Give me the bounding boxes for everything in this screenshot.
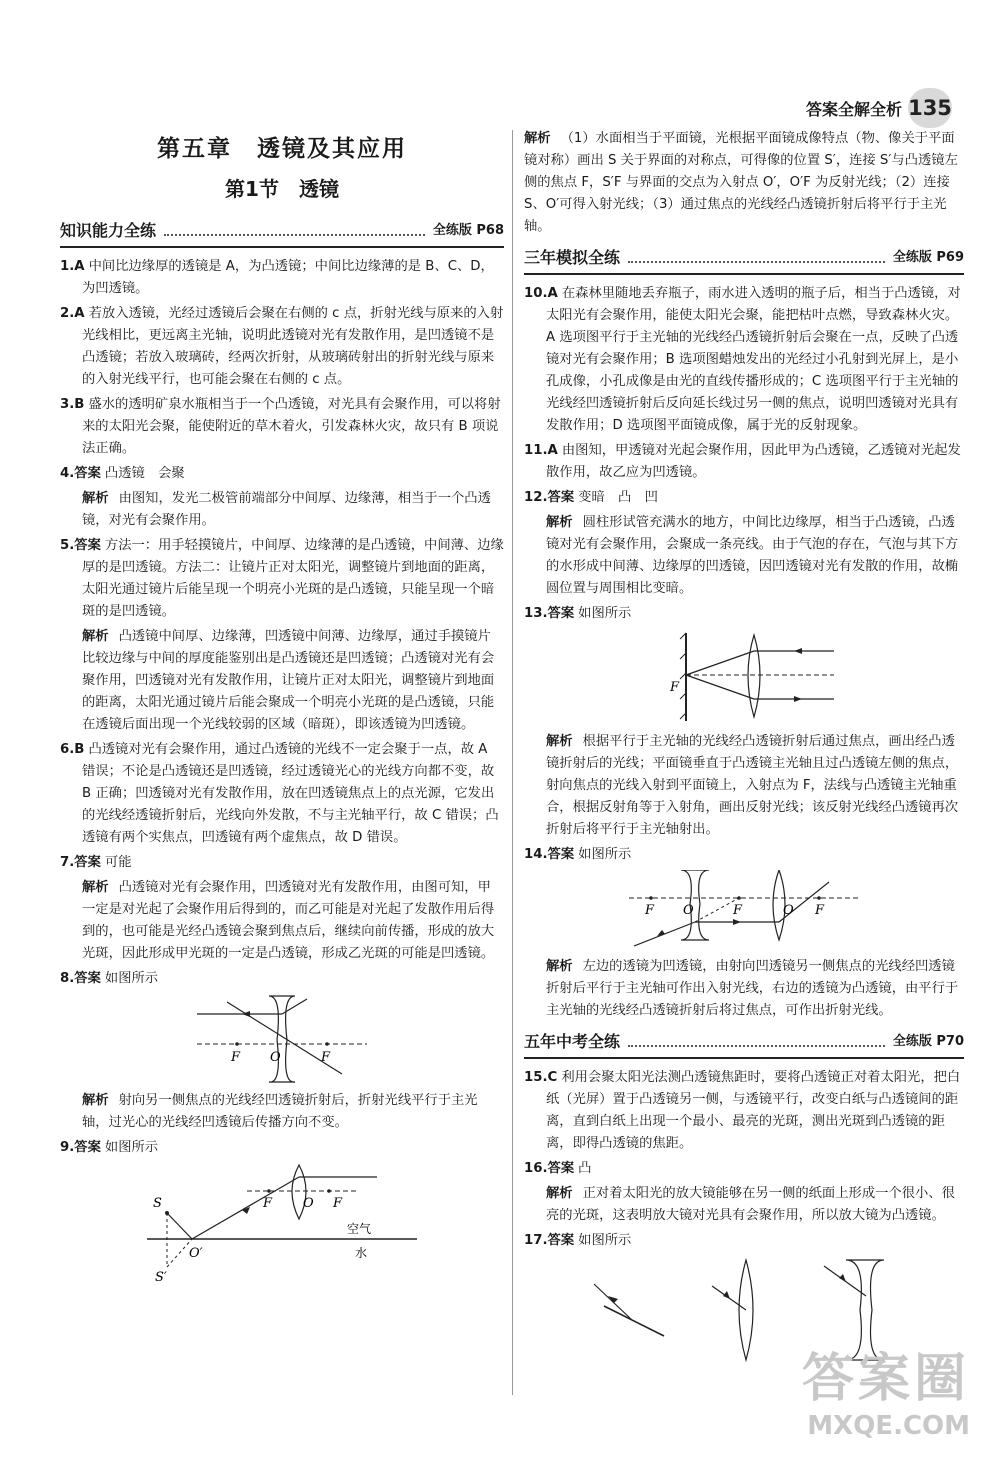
focus-point <box>325 1042 329 1046</box>
explanation-text: 正对着太阳光的放大镜能够在另一侧的纸面上形成一个很小、很亮的光斑，这表明放大镜对光具有会聚作用，所以放大镜为凸透镜。 <box>546 1186 955 1223</box>
answer-item <box>60 739 504 849</box>
item-text: 在森林里随地丢弃瓶子，雨水进入透明的瓶子后，相当于凸透镜，对太阳光有会聚作用，能使太阳光会聚，能把枯叶点燃，导致森林火灾。A 选项图平行于主光轴的光线经凸透镜折射后会聚在一点，反映了凸透镜对光有会聚作用；B 选项图蜡烛发出的光经过小孔射到光屏上，是小孔成像，小孔成像是由光的直线传播形成的；C 选项图平行于主光轴的光线经凹透镜折射后反向延长线过另一侧的焦点，说明凹透镜对光具有发散作用；D 选项图平面镜成像，属于光的反射现象。 <box>546 286 961 433</box>
band-title: 三年模拟全练 <box>524 248 621 267</box>
explanation-key: 解析 <box>82 629 109 644</box>
item-number: 16.答案 <box>524 1161 575 1176</box>
explanation-key: 解析 <box>546 1186 573 1201</box>
explanation <box>60 626 504 736</box>
mirror-surface <box>604 1306 664 1336</box>
answer-item <box>524 844 964 866</box>
ray-arrow <box>839 1274 846 1282</box>
header-label: 答案全解全析 <box>805 99 902 119</box>
section-band-knowledge <box>60 214 504 248</box>
item-answer: 如图所示 <box>104 971 159 986</box>
item-number: 1.A <box>60 259 85 274</box>
label-o: O <box>303 1196 314 1211</box>
band-ref: 全练版 P70 <box>892 1034 964 1049</box>
item-number: 15.C <box>524 1070 558 1085</box>
figure-13-mirror-lens <box>654 629 834 725</box>
band-ref: 全练版 P68 <box>432 223 504 238</box>
explanation-text: 由图知，发光二极管前端部分中间厚、边缘薄，相当于一个凸透镜，对光有会聚作用。 <box>82 491 491 528</box>
answer-item <box>524 603 964 625</box>
answer-item <box>60 852 504 874</box>
item-answer: 凸 <box>578 1161 592 1176</box>
label-air: 空气 <box>347 1222 372 1236</box>
band-title: 五年中考全练 <box>524 1032 621 1051</box>
item-number: 12.答案 <box>524 490 575 505</box>
focus-point <box>235 1042 239 1046</box>
label-f: F <box>670 680 680 695</box>
item-number: 2.A <box>60 306 85 321</box>
item-answer: 变暗 凸 凹 <box>578 490 658 505</box>
item-number: 8.答案 <box>60 971 101 986</box>
reflected-ray <box>686 675 754 699</box>
explanation <box>524 1183 964 1227</box>
item-text: 盛水的透明矿泉水瓶相当于一个凸透镜，对光具有会聚作用，可以将射来的太阳光会聚，能使附近的草木着火，引发森林火灾，故只有 B 项说法正确。 <box>82 397 501 456</box>
explanation-text: 左边的透镜为凹透镜，由射向凹透镜另一侧焦点的光线经凹透镜折射后平行于主光轴可作出入射光线，右边的透镜为凸透镜，由平行于主光轴的光线经凸透镜折射后将过焦点，可作出折射光线。 <box>546 959 959 1018</box>
section-title: 第1节 透镜 <box>225 177 339 201</box>
item-text: 由图知，甲透镜对光起会聚作用，因此甲为凸透镜，乙透镜对光起发散作用，故乙应为凹透镜。 <box>546 443 961 480</box>
label-f-right: F <box>333 1196 343 1211</box>
answer-item <box>60 463 504 485</box>
label-o: O <box>783 903 794 918</box>
explanation-text: 射向另一侧焦点的光线经凹透镜折射后，折射光线平行于主光轴，过光心的光线经凹透镜后传播方向不变。 <box>82 1093 478 1130</box>
label-f-right: F <box>321 1050 331 1065</box>
answer-item <box>60 535 504 623</box>
item-number: 11.A <box>524 443 558 458</box>
page-number: 135 <box>908 88 952 128</box>
focus-point <box>649 896 653 900</box>
item-number: 7.答案 <box>60 855 101 870</box>
figure-9-reflection-lens <box>147 1163 417 1283</box>
column-divider <box>512 130 513 1395</box>
band-dots <box>628 1037 885 1047</box>
explanation-key: 解析 <box>524 131 551 146</box>
figure-14-two-lenses <box>629 870 859 950</box>
item-answer: 如图所示 <box>578 1233 632 1248</box>
band-ref: 全练版 P69 <box>892 250 964 265</box>
chapter-title: 第五章 透镜及其应用 <box>157 136 407 162</box>
answer-item <box>60 1137 504 1159</box>
page-header <box>806 88 952 128</box>
label-water: 水 <box>355 1246 368 1260</box>
ray-arrow <box>723 1291 730 1299</box>
focus-point <box>817 896 821 900</box>
incident-ray <box>282 999 307 1014</box>
focus-point <box>737 896 741 900</box>
figure-8-concave-lens <box>197 994 367 1084</box>
reflected-ray <box>192 1177 299 1239</box>
explanation-key: 解析 <box>546 515 573 530</box>
label-f: F <box>815 903 825 918</box>
band-dots <box>164 226 425 236</box>
item-number: 13.答案 <box>524 606 575 621</box>
explanation-text: 凸透镜中间厚、边缘薄，凹透镜中间薄、边缘厚，通过手摸镜片比较边缘与中间的厚度能鉴别出是凸透镜还是凹透镜；凸透镜对光有会聚作用，凹透镜对光有发散作用，让镜片正对太阳光，调整镜片到地面的距离，太阳光通过镜片后能会聚成一个明亮小光斑的是凸透镜，只能在透镜后面出现一个光线较弱的区域（暗斑），即该透镜为凹透镜。 <box>82 629 495 732</box>
explanation-key: 解析 <box>546 959 573 974</box>
explanation <box>60 488 504 532</box>
source-point <box>165 1211 169 1215</box>
item-text: 利用会聚太阳光法测凸透镜焦距时，要将凸透镜正对着太阳光，把白纸（光屏）置于凸透镜另一侧，与透镜平行，改变白纸与凸透镜间的距离，直到白纸上出现一个最小、最亮的光斑，测出光斑到凸透镜的距离，即得凸透镜的焦距。 <box>546 1070 961 1151</box>
explanation-text: 根据平行于主光轴的光线经凸透镜折射后通过焦点，画出经凸透镜折射后的光线；平面镜垂直于凸透镜主光轴且过凸透镜左侧的焦点，射向焦点的光线入射到平面镜上，入射点为 F，法线与凸透镜主光轴重合，根据反射角等于入射角，画出反射光线；该反射光线经凸透镜再次折射后将平行于主光轴射出。 <box>546 734 959 837</box>
item-number: 5.答案 <box>60 538 101 553</box>
explanation <box>524 731 964 841</box>
label-s: S <box>153 1196 162 1211</box>
explanation-key: 解析 <box>82 491 109 506</box>
item-answer: 方法一：用手轻摸镜片，中间厚、边缘薄的是凸透镜，中间薄、边缘厚的是凹透镜。方法二：让镜片正对太阳光，调整镜片到地面的距离，太阳光通过镜片后能呈现一个明亮小光斑的是凸透镜，只能呈现一个暗斑的是凹透镜。 <box>82 538 504 619</box>
item-text: 若放入透镜，光经过透镜后会聚在右侧的 c 点，折射光线与原来的入射光线相比，更远离主光轴，说明此透镜对光有发散作用，是凹透镜不是凸透镜；若放入玻璃砖，经两次折射，从玻璃砖射出的折射光线与原来的入射光线平行，也可能会聚在右侧的 c 点。 <box>82 306 504 387</box>
item-number: 9.答案 <box>60 1140 101 1155</box>
focus-point <box>327 1189 331 1193</box>
answer-item <box>60 968 504 990</box>
item-number: 17.答案 <box>524 1233 575 1248</box>
item-number: 3.B <box>60 397 85 412</box>
convex-lens-shape <box>748 635 760 717</box>
label-s-prime: S′ <box>155 1270 167 1283</box>
explanation-text: （1）水面相当于平面镜，光根据平面镜成像特点（物、像关于平面镜对称）画出 S 关于界面的对称点，可得像的位置 S′，连接 S′与凸透镜左侧的焦点 F，S′F 与界面的交点为入射点 O′，O′F 为反射光线；（2）连接 S、O′可得入射光线；（3）通过焦点的光线经凸透镜折射后将平行于主光轴。 <box>524 131 958 234</box>
item-number: 14.答案 <box>524 847 575 862</box>
item-number: 4.答案 <box>60 466 101 481</box>
item-number: 10.A <box>524 286 558 301</box>
explanation <box>524 956 964 1022</box>
answer-item <box>60 394 504 460</box>
ray-arrow <box>794 648 802 654</box>
watermark-url: MXQE.COM <box>807 1411 970 1441</box>
explanation-key: 解析 <box>82 880 109 895</box>
item-text: 中间比边缘厚的透镜是 A，为凸透镜；中间比边缘薄的是 B、C、D，为凹透镜。 <box>82 259 494 296</box>
item-answer: 如图所示 <box>104 1140 159 1155</box>
section-band-five-year <box>524 1025 964 1059</box>
answer-item <box>60 256 504 300</box>
label-o: O <box>683 903 694 918</box>
answer-item <box>60 303 504 391</box>
explanation-text: 凸透镜对光有会聚作用，凹透镜对光有发散作用，由图可知，甲一定是对光起了会聚作用后得到的，而乙可能是对光起了发散作用后得到的，也可能是光经凸透镜会聚到焦点后，继续向前传播，形成的放大光斑，因此形成甲光斑的一定是凸透镜，形成乙光斑的可能是凹透镜。 <box>82 880 495 961</box>
right-column <box>524 128 964 1372</box>
explanation <box>60 877 504 965</box>
item-answer: 可能 <box>104 855 132 870</box>
item-number: 6.B <box>60 742 85 757</box>
band-dots <box>628 253 885 263</box>
refracted-ray <box>686 651 754 675</box>
incident-ray <box>167 1213 192 1239</box>
left-column <box>60 130 504 1289</box>
label-f: F <box>733 903 743 918</box>
ray-arrow <box>794 696 802 702</box>
band-title: 知识能力全练 <box>60 221 157 240</box>
ray-arrow <box>733 919 741 925</box>
item-answer: 如图所示 <box>578 606 632 621</box>
answer-item <box>524 440 964 484</box>
explanation-text: 圆柱形试管充满水的地方，中间比边缘厚，相当于凸透镜，凸透镜对光有会聚作用，会聚成一条亮线。由于气泡的存在，气泡与其下方的水形成中间薄、边缘厚的凹透镜，因凹透镜对光有发散的作用，故椭圆位置与周围相比变暗。 <box>546 515 959 596</box>
answer-item <box>524 487 964 509</box>
label-f-left: F <box>263 1196 273 1211</box>
explanation <box>60 1090 504 1134</box>
label-f-left: F <box>231 1050 241 1065</box>
answer-item <box>524 1230 964 1252</box>
watermark-text: 答案圈 <box>801 1349 970 1409</box>
explanation-key: 解析 <box>82 1093 109 1108</box>
incident-ray <box>594 1284 632 1320</box>
answer-item <box>524 1067 964 1155</box>
answer-item <box>524 283 964 437</box>
section-band-three-year <box>524 241 964 275</box>
explanation <box>524 512 964 600</box>
answer-item <box>524 1158 964 1180</box>
watermark-logo <box>802 1336 970 1441</box>
label-o-prime: O′ <box>189 1246 203 1261</box>
item-text: 凸透镜对光有会聚作用，通过凸透镜的光线不一定会聚于一点，故 A 错误；不论是凸透镜还是凹透镜，经过透镜光心的光线方向都不变，故 B 正确；凹透镜对光有发散作用，放在凹透镜焦点上的点光源，它发出的光线经透镜折射后，光线向外发散，不与主光轴平行，故 C 错误；凸透镜有两个实焦点，凹透镜有两个虚焦点，故 D 错误。 <box>82 742 499 845</box>
explanation <box>524 128 964 238</box>
item-answer: 如图所示 <box>578 847 632 862</box>
label-f: F <box>645 903 655 918</box>
item-answer: 凸透镜 会聚 <box>104 466 185 481</box>
explanation-key: 解析 <box>546 734 573 749</box>
label-o: O <box>270 1050 281 1065</box>
focus-point <box>267 1189 271 1193</box>
